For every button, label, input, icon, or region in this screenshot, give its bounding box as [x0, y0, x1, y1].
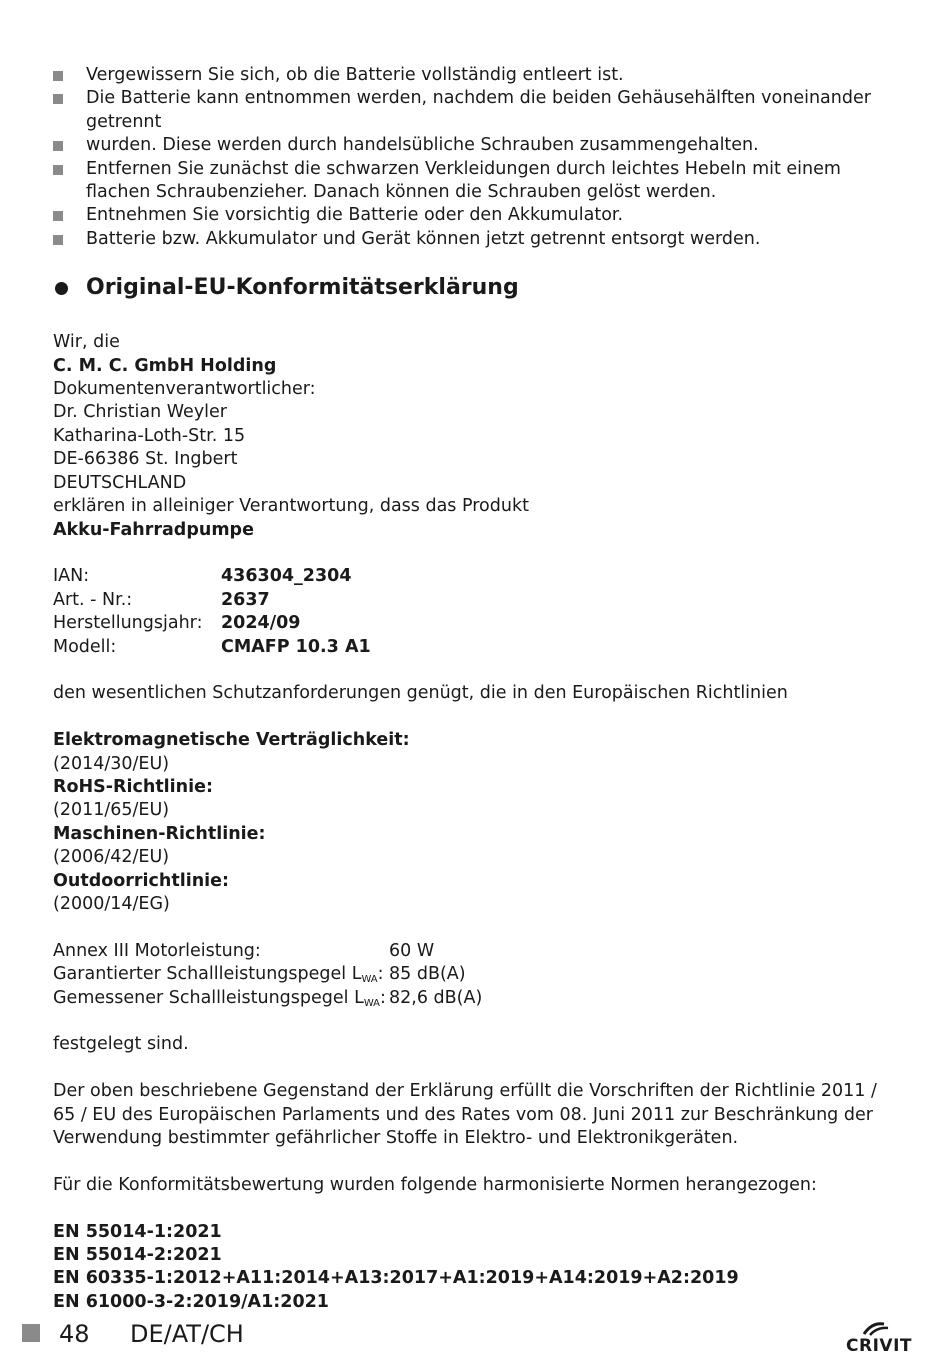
norms-intro: Für die Konformitätsbewertung wurden folgende harmonisierte Normen herangezogen: — [53, 1174, 817, 1195]
product-name: Akku-Fahrradpumpe — [53, 519, 254, 540]
intro-text: Wir, die — [53, 332, 120, 353]
declaration-text: erklären in alleiniger Verantwortung, dass das Produkt — [53, 496, 529, 517]
company-name: C. M. C. GmbH Holding — [53, 355, 277, 376]
square-bullet-icon — [53, 211, 63, 221]
list-item: Vergewissern Sie sich, ob die Batterie vollständig entleert ist. — [53, 64, 903, 87]
list-item: wurden. Diese werden durch handelsübliche Schrauben zusammengehalten. — [53, 134, 903, 157]
square-bullet-icon — [53, 141, 63, 151]
list-item: Batterie bzw. Akkumulator und Gerät können jetzt getrennt entsorgt werden. — [53, 228, 903, 251]
spec-row: Art. - Nr.: 2637 — [53, 589, 270, 610]
square-bullet-icon — [53, 71, 63, 81]
annex-row: Annex III Motorleistung: 60 W — [53, 940, 435, 961]
spec-row: Modell: CMAFP 10.3 A1 — [53, 636, 371, 657]
square-bullet-icon — [53, 235, 63, 245]
directive-name: RoHS-Richtlinie: — [53, 776, 214, 797]
page-footer — [22, 1320, 922, 1360]
street-text: Katharina-Loth-Str. 15 — [53, 425, 246, 446]
page-number: 48 — [59, 1320, 90, 1348]
norm-item: EN 55014-2:2021 — [53, 1244, 222, 1265]
directive-name: Maschinen-Richtlinie: — [53, 823, 266, 844]
address-block — [53, 331, 903, 542]
directive-code: (2014/30/EU) — [53, 753, 170, 774]
norms-list — [53, 1221, 903, 1315]
conformity-text: den wesentlichen Schutzanforderungen genügt, die in den Europäischen Richtlinien — [53, 683, 788, 704]
list-item: Die Batterie kann entnommen werden, nachdem die beiden Gehäusehälften voneinander getrennt — [53, 87, 903, 134]
directive-name: Elektromagnetische Verträglichkeit: — [53, 730, 410, 751]
directive-code: (2011/65/EU) — [53, 800, 170, 821]
specs-table — [53, 565, 903, 659]
document-page — [53, 64, 903, 1314]
directive-code: (2000/14/EG) — [53, 893, 170, 914]
city-text: DE-66386 St. Ingbert — [53, 449, 238, 470]
list-item: Entfernen Sie zunächst die schwarzen Verkleidungen durch leichtes Hebeln mit einem flachen Schraubenzieher. Danach können die Schrauben gelöst werden. — [53, 158, 903, 205]
logo-text: CRIVIT — [846, 1336, 912, 1356]
directive-code: (2006/42/EU) — [53, 847, 170, 868]
norm-item: EN 60335-1:2012+A11:2014+A13:2017+A1:2019+A14:2019+A2:2019 — [53, 1268, 739, 1289]
round-bullet-icon — [55, 282, 68, 295]
battery-removal-list — [53, 64, 903, 251]
spec-row: IAN: 436304_2304 — [53, 566, 352, 587]
annex-row: Garantierter Schallleistungspegel $L_{WA}$: 85 dB(A) — [53, 964, 466, 986]
spec-row: Herstellungsjahr: 2024/09 — [53, 613, 301, 634]
directive-name: Outdoorrichtlinie: — [53, 870, 230, 891]
annex-table — [53, 940, 903, 1010]
crivit-logo-icon — [862, 1320, 892, 1336]
directives-list — [53, 729, 903, 916]
section-heading: Original-EU-Konformitätserklärung — [53, 273, 903, 303]
role-text: Dokumentenverantwortlicher: — [53, 379, 316, 400]
rohs-paragraph: Der oben beschriebene Gegenstand der Erklärung erfüllt die Vorschriften der Richtlinie 2011 / 65 / EU des Europäischen Parlaments und des Rates vom 08. Juni 2011 zur Beschränkung der Verwendung bestimmter gefährlicher Stoffe in Elektro- und Elektronikgeräten. — [53, 1081, 877, 1148]
person-name: Dr. Christian Weyler — [53, 402, 228, 423]
region-label: DE/AT/CH — [130, 1320, 244, 1348]
annex-row: Gemessener Schallleistungspegel $L_{WA}$: 82,6 dB(A) — [53, 987, 483, 1009]
square-bullet-icon — [53, 94, 63, 104]
square-bullet-icon — [53, 165, 63, 175]
norm-item: EN 55014-1:2021 — [53, 1221, 222, 1242]
norm-item: EN 61000-3-2:2019/A1:2021 — [53, 1291, 329, 1312]
brand-logo — [842, 1320, 912, 1360]
list-item: Entnehmen Sie vorsichtig die Batterie oder den Akkumulator. — [53, 204, 903, 227]
footer-square-icon — [22, 1324, 40, 1342]
fixed-text: festgelegt sind. — [53, 1034, 189, 1055]
country-text: DEUTSCHLAND — [53, 472, 187, 493]
